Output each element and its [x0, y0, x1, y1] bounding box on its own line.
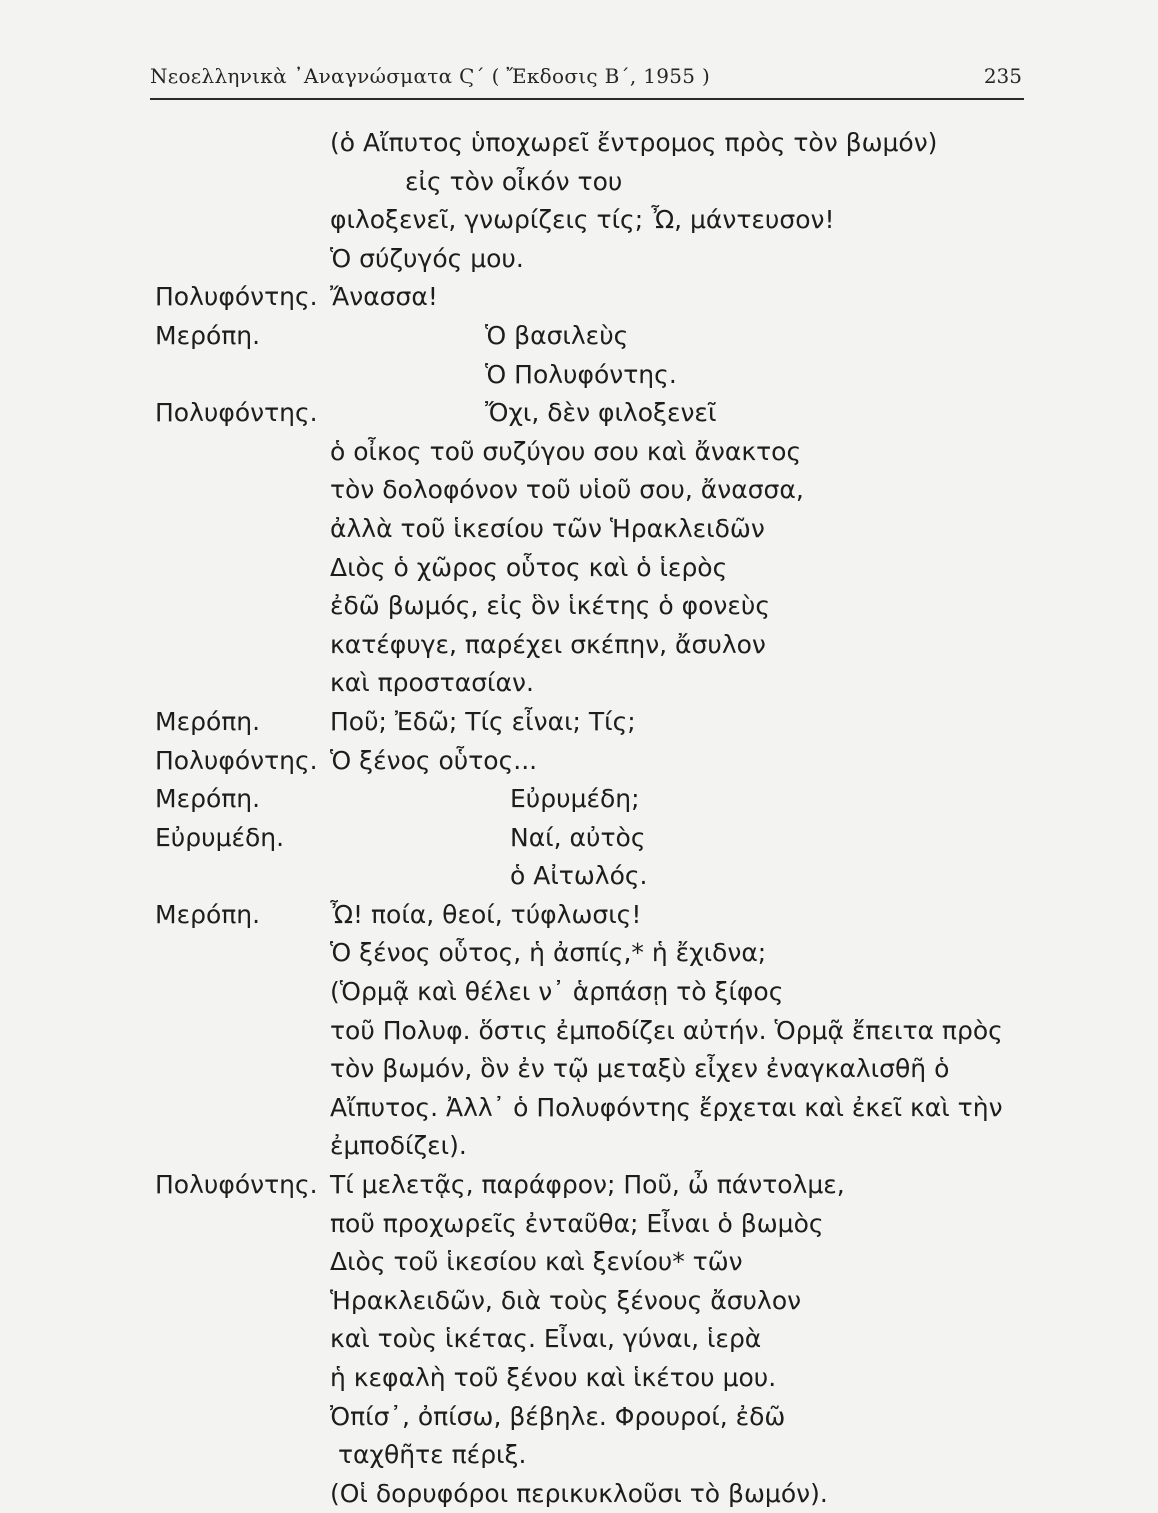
text-line [150, 1359, 1030, 1398]
line-text: Ὁ βασιλεὺς [485, 320, 629, 350]
speaker-name: Πολυφόντης. [155, 1170, 318, 1200]
stage-direction [150, 1050, 1030, 1089]
line-text: ἐμποδίζει). [330, 1131, 467, 1161]
line-text: (Ὁρμᾷ καὶ θέλει ν᾿ ἁρπάσῃ τὸ ξίφος [330, 977, 784, 1007]
text-line [150, 201, 1030, 240]
text-line [150, 896, 1030, 935]
text-line [150, 1282, 1030, 1321]
line-text: Ὄχι, δὲν φιλοξενεῖ [485, 398, 717, 428]
page-number: 235 [983, 64, 1022, 88]
line-text: Ὁ ξένος οὗτος... [330, 745, 538, 775]
text-line [150, 317, 1030, 356]
text-line [150, 1243, 1030, 1282]
speaker-name: Πολυφόντης. [155, 745, 318, 775]
text-line [150, 857, 1030, 896]
header-rule [150, 98, 1024, 100]
running-title: Νεοελληνικὰ ᾿Αναγνώσματα Ϛ΄ ( Ἔκδοσις Β΄, 1955 ) [150, 64, 711, 88]
line-text: εἰς τὸν οἶκόν του [405, 166, 623, 196]
text-line [150, 626, 1030, 665]
line-text: τὸν δολοφόνον τοῦ υἱοῦ σου, ἄνασσα, [330, 475, 804, 505]
text-line [150, 471, 1030, 510]
speaker-name: Εὐρυμέδη. [155, 822, 285, 852]
speaker-name: Πολυφόντης. [155, 282, 318, 312]
line-text: Ὀπίσ᾿, ὀπίσω, βέβηλε. Φρουροί, ἐδῶ [330, 1401, 786, 1431]
line-text: Αἴπυτος. Ἀλλ᾿ ὁ Πολυφόντης ἔρχεται καὶ ἐκεῖ καὶ τὴν [330, 1092, 1003, 1122]
text-line [150, 240, 1030, 279]
line-text: ἀλλὰ τοῦ ἱκεσίου τῶν Ἡρακλειδῶν [330, 513, 765, 543]
line-text: Εὐρυμέδη; [510, 784, 640, 814]
speaker-name: Πολυφόντης. [155, 398, 318, 428]
line-text: Ναί, αὐτὸς [510, 822, 646, 852]
speaker-name: Μερόπη. [155, 784, 261, 814]
text-line [150, 549, 1030, 588]
text-line [150, 510, 1030, 549]
line-text: (ὁ Αἴπυτος ὑποχωρεῖ ἔντρομος πρὸς τὸν βωμόν) [330, 128, 938, 157]
text-line [150, 587, 1030, 626]
line-text: φιλοξενεῖ, γνωρίζεις τίς; Ὦ, μάντευσον! [330, 205, 835, 235]
line-text: ἐδῶ βωμός, εἰς ὃν ἱκέτης ὁ φονεὺς [330, 591, 771, 621]
line-text: (Οἱ δορυφόροι περικυκλοῦσι τὸ βωμόν). [330, 1478, 828, 1508]
text-line [150, 394, 1030, 433]
line-text: ὁ οἶκος τοῦ συζύγου σου καὶ ἄνακτος [330, 436, 802, 466]
line-text: ἡ κεφαλὴ τοῦ ξένου καὶ ἱκέτου μου. [330, 1363, 777, 1392]
line-text: κατέφυγε, παρέχει σκέπην, ἄσυλον [330, 629, 766, 659]
line-text: τὸν βωμόν, ὃν ἐν τῷ μεταξὺ εἶχεν ἐναγκαλισθῆ ὁ [330, 1054, 950, 1084]
line-text: Ὁ ξένος οὗτος, ἡ ἀσπίς,* ἡ ἔχιδνα; [330, 938, 767, 968]
line-text: Ὦ! ποία, θεοί, τύφλωσις! [330, 899, 642, 929]
text-line [150, 664, 1030, 703]
speaker-name: Μερόπη. [155, 899, 261, 929]
text-line [150, 163, 1030, 202]
line-text: Ὁ σύζυγός μου. [330, 243, 524, 273]
text-line [150, 934, 1030, 973]
line-text: Ποῦ; Ἐδῶ; Τίς εἶναι; Τίς; [330, 706, 636, 736]
text-line [150, 1205, 1030, 1244]
line-text: Διὸς τοῦ ἱκεσίου καὶ ξενίου* τῶν [330, 1247, 743, 1277]
line-text: Ἄνασσα! [330, 282, 438, 312]
line-text: ποῦ προχωρεῖς ἐνταῦθα; Εἶναι ὁ βωμὸς [330, 1208, 824, 1238]
line-text: Διὸς ὁ χῶρος οὗτος καὶ ὁ ἱερὸς [330, 552, 728, 582]
text-line [150, 124, 1030, 163]
text-line [150, 1320, 1030, 1359]
text-line [150, 819, 1030, 858]
text-line [150, 1166, 1030, 1205]
speaker-name: Μερόπη. [155, 706, 261, 736]
line-text: Τί μελετᾷς, παράφρον; Ποῦ, ὦ πάντολμε, [330, 1170, 845, 1200]
text-line [150, 780, 1030, 819]
line-text: Ἡρακλειδῶν, διὰ τοὺς ξένους ἄσυλον [330, 1285, 802, 1315]
text-line [150, 742, 1030, 781]
text-line [150, 1398, 1030, 1437]
line-text: ταχθῆτε πέριξ. [338, 1440, 527, 1470]
stage-direction [150, 973, 1030, 1012]
line-text: τοῦ Πολυφ. ὅστις ἐμποδίζει αὐτήν. Ὁρμᾷ ἔπειτα πρὸς [330, 1015, 1003, 1045]
stage-direction [150, 1127, 1030, 1166]
speaker-name: Μερόπη. [155, 320, 261, 350]
page-header [150, 60, 1022, 100]
text-line [150, 278, 1030, 317]
text-line [150, 1436, 1030, 1475]
stage-direction [150, 1012, 1030, 1051]
text-line [150, 433, 1030, 472]
line-text: καὶ τοὺς ἱκέτας. Εἶναι, γύναι, ἱερὰ [330, 1324, 762, 1354]
line-text: Ὁ Πολυφόντης. [485, 359, 677, 389]
text-line [150, 703, 1030, 742]
play-text [150, 124, 1030, 1513]
stage-direction [150, 1475, 1030, 1513]
text-line [150, 356, 1030, 395]
line-text: ὁ Αἰτωλός. [510, 861, 648, 891]
line-text: καὶ προστασίαν. [330, 668, 534, 698]
stage-direction [150, 1089, 1030, 1128]
